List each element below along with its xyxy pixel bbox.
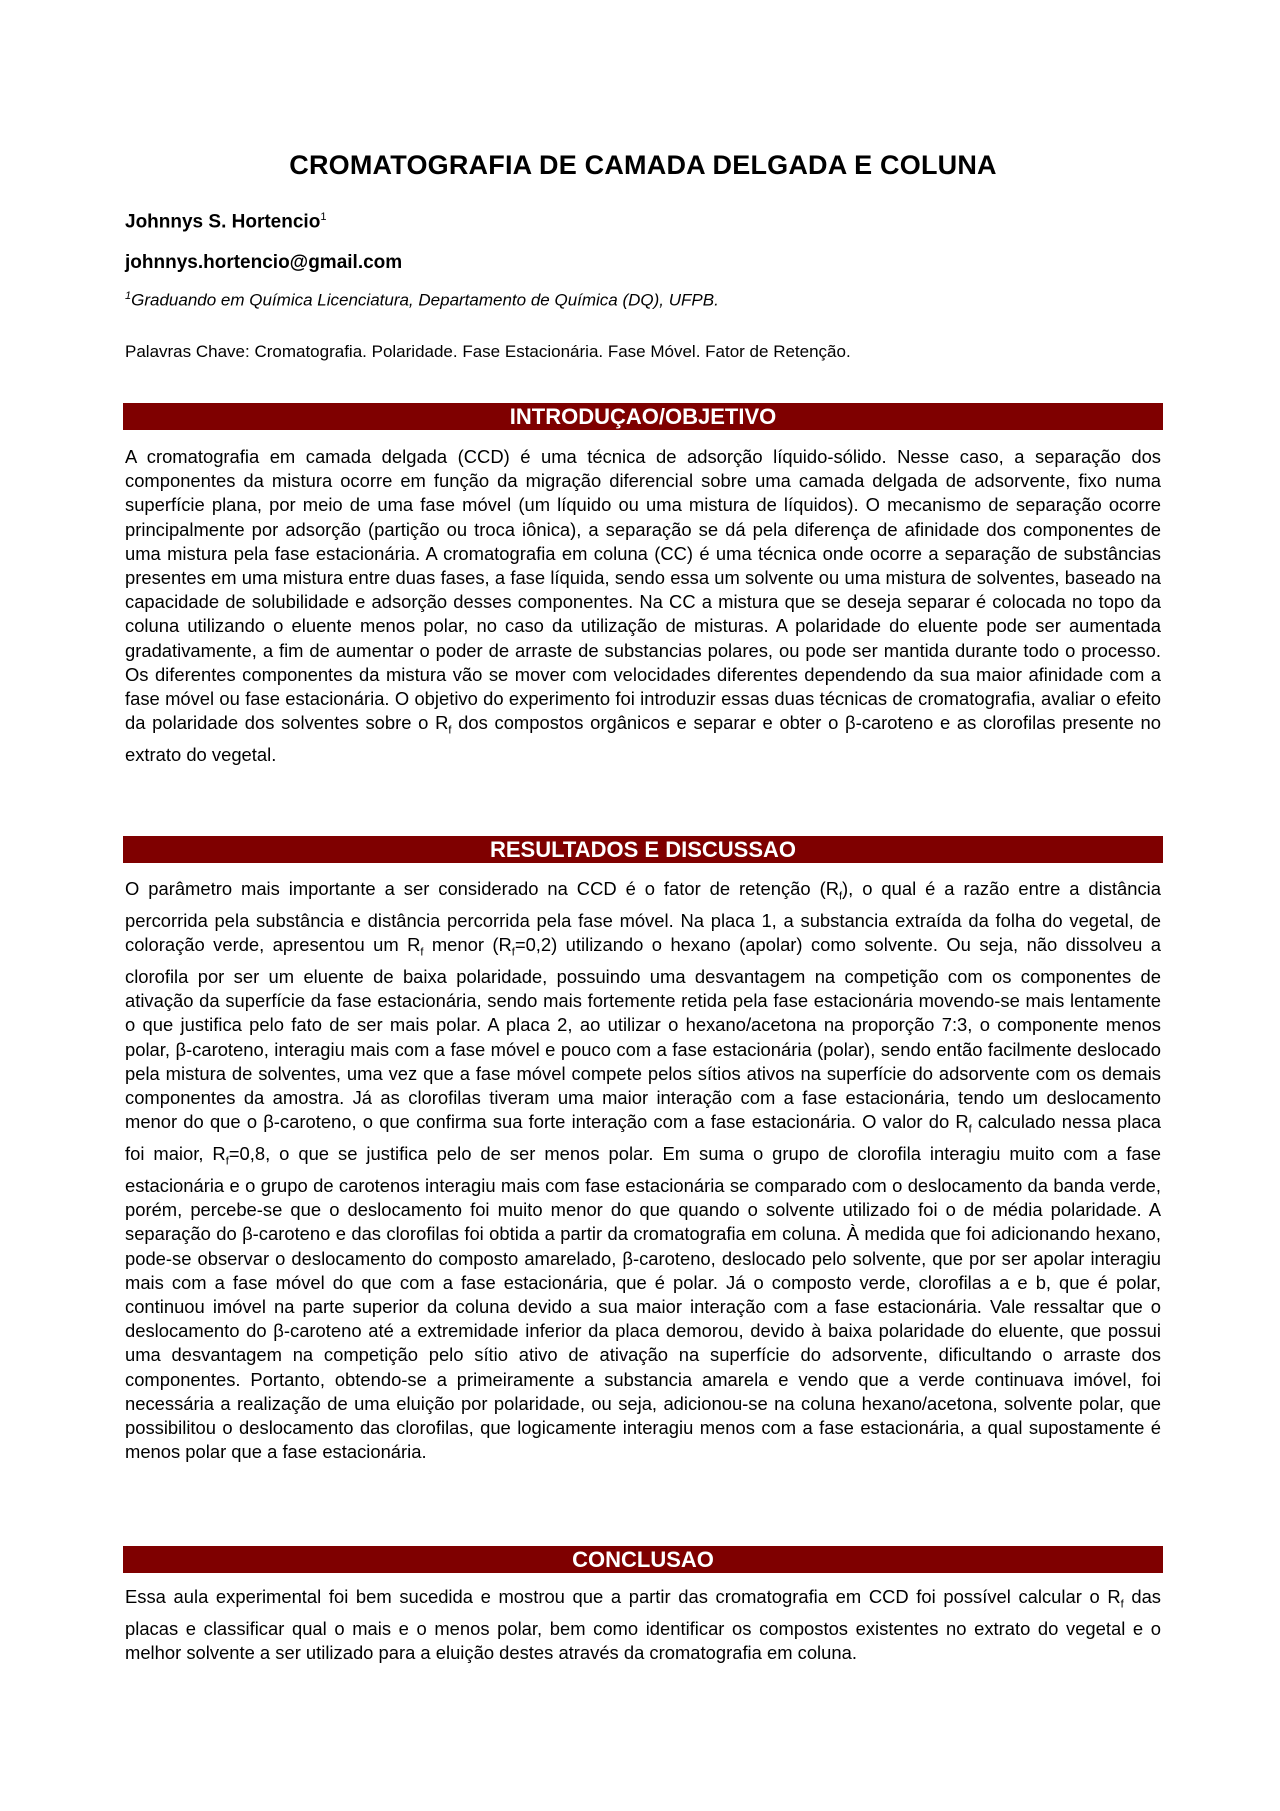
results-text-part: menor (R — [423, 934, 512, 956]
section-heading-results: RESULTADOS E DISCUSSAO — [123, 836, 1163, 863]
author-affiliation-marker: 1 — [320, 211, 327, 223]
conclusion-text-part: Essa aula experimental foi bem sucedida e mostrou que a partir das cromatografia em CCD foi possível calcular o R — [125, 1586, 1121, 1607]
results-text-part: =0,2) utilizando o hexano (apolar) como solvente. Ou seja, não dissolveu a clorofila por ser um eluente de baixa polaridade, possuindo uma desvantagem na competição com os componentes de ativação da superfície da fase estacionária, sendo mais fortemente retida pela fase estacionária movendo-se mais lentamente o que justifica pelo fato de ser mais polar. A placa 2, ao utilizar o hexano/acetona na proporção 7:3, o componente menos polar, β-caroteno, interagiu mais com a fase móvel e pouco com a fase estacionária (polar), sendo então facilmente deslocado pela mistura de solventes, uma vez que a fase móvel compete pelos sítios ativos na superfície do adsorvente com os demais componentes da amostra. Já as clorofilas tiveram uma maior interação com a fase estacionária, tendo um deslocamento menor do que o β-caroteno, o que confirma sua forte interação com a fase estacionária. O valor do R — [125, 934, 1161, 1133]
paper-title: CROMATOGRAFIA DE CAMADA DELGADA E COLUNA — [289, 150, 997, 180]
results-text-part: calculado nessa placa foi maior, R — [125, 1111, 1161, 1165]
rf-subscript: f — [968, 1123, 972, 1136]
rf-subscript: f — [225, 1155, 229, 1168]
author-line — [125, 211, 326, 233]
conclusion-paragraph — [125, 1585, 1161, 1665]
results-text-part: =0,8, o que se justifica pelo de ser menos polar. Em suma o grupo de clorofila interagiu muito com a fase estacionária e o grupo de carotenos interagiu mais com fase estacionária se comparado com o deslocamento da banda verde, porém, percebe-se que o deslocamento foi muito menor do que quando o solvente utilizado foi o de média polaridade. A separação do β-caroteno e das clorofilas foi obtida a partir da cromatografia em coluna. À medida que foi adicionando hexano, pode-se observar o deslocamento do composto amarelado, β-caroteno, deslocado pelo solvente, que por ser apolar interagiu mais com a fase móvel do que com a fase estacionária, que é polar. Já o composto verde, clorofilas a e b, que é polar, continuou imóvel na parte superior da coluna devido a sua maior interação com a fase estacionária. Vale ressaltar que o deslocamento do β-caroteno até a extremidade inferior da placa demorou, devido à baixa polaridade do eluente, que possui uma desvantagem na competição pelo sítio ativo de ativação na superfície do adsorvente, dificultando o arraste dos componentes. Portanto, obtendo-se a primeiramente a substancia amarela e vendo que a verde continuava imóvel, foi necessária a realização de uma eluição por polaridade, ou seja, adicionou-se na coluna hexano/acetona, solvente polar, que possibilitou o deslocamento das clorofilas, que logicamente interagiu menos com a fase estacionária, a qual supostamente é menos polar que a fase estacionária. — [125, 1143, 1161, 1463]
rf-subscript: f — [511, 946, 515, 959]
rf-subscript: f — [448, 724, 452, 737]
rf-subscript: f — [838, 890, 843, 903]
intro-paragraph — [125, 445, 1161, 767]
section-heading-conclusion: CONCLUSAO — [123, 1546, 1163, 1573]
affiliation-line — [125, 290, 719, 311]
author-email[interactable]: johnnys.hortencio@gmail.com — [125, 252, 403, 273]
conclusion-text-part: das placas e classificar qual o mais e o menos polar, bem como identificar os compostos existentes no extrato do vegetal e o melhor solvente a ser utilizado para a eluição destes através da cromatografia em coluna. — [125, 1586, 1161, 1664]
results-paragraph — [125, 877, 1161, 1464]
rf-subscript: f — [1120, 1598, 1124, 1611]
section-heading-intro: INTRODUÇAO/OBJETIVO — [123, 403, 1163, 430]
intro-text-part: A cromatografia em camada delgada (CCD) é uma técnica de adsorção líquido-sólido. Nesse caso, a separação dos componentes da mistura ocorre em função da migração diferencial sobre uma camada delgada de adsorvente, fixo numa superfície plana, por meio de uma fase móvel (um líquido ou uma mistura de líquidos). O mecanismo de separação ocorre principalmente por adsorção (partição ou troca iônica), a separação se dá pela diferença de afinidade dos componentes de uma mistura pela fase estacionária. A cromatografia em coluna (CC) é uma técnica onde ocorre a separação de substâncias presentes em uma mistura entre duas fases, a fase líquida, sendo essa um solvente ou uma mistura de solventes, baseado na capacidade de solubilidade e adsorção desses componentes. Na CC a mistura que se deseja separar é colocada no topo da coluna utilizando o eluente menos polar, no caso da utilização de misturas. A polaridade do eluente pode ser aumentada gradativamente, a fim de aumentar o poder de arraste de substancias polares, ou pode ser mantida durante todo o processo. Os diferentes componentes da mistura vão se mover com velocidades diferentes dependendo da sua maior afinidade com a fase móvel ou fase estacionária. O objetivo do experimento foi introduzir essas duas técnicas de cromatografia, avaliar o efeito da polaridade dos solventes sobre o R — [125, 446, 1161, 734]
keywords: Palavras Chave: Cromatografia. Polaridade. Fase Estacionária. Fase Móvel. Fator de Retenção. — [125, 342, 851, 361]
rf-subscript: f — [420, 946, 424, 959]
intro-text-part: dos compostos orgânicos e separar e obter o β-caroteno e as clorofilas presente no extrato do vegetal. — [125, 712, 1161, 766]
results-text-part: ), o qual é a razão entre a distância percorrida pela substância e distância percorrida pela fase móvel. Na placa 1, a substancia extraída da folha do vegetal, de coloração verde, apresentou um R — [125, 878, 1161, 956]
affiliation-text: Graduando em Química Licenciatura, Departamento de Química (DQ), UFPB. — [131, 290, 719, 310]
author-name: Johnnys S. Hortencio — [125, 211, 321, 233]
results-text-part: O parâmetro mais importante a ser considerado na CCD é o fator de retenção (R — [125, 878, 839, 899]
affiliation-marker: 1 — [125, 290, 132, 302]
